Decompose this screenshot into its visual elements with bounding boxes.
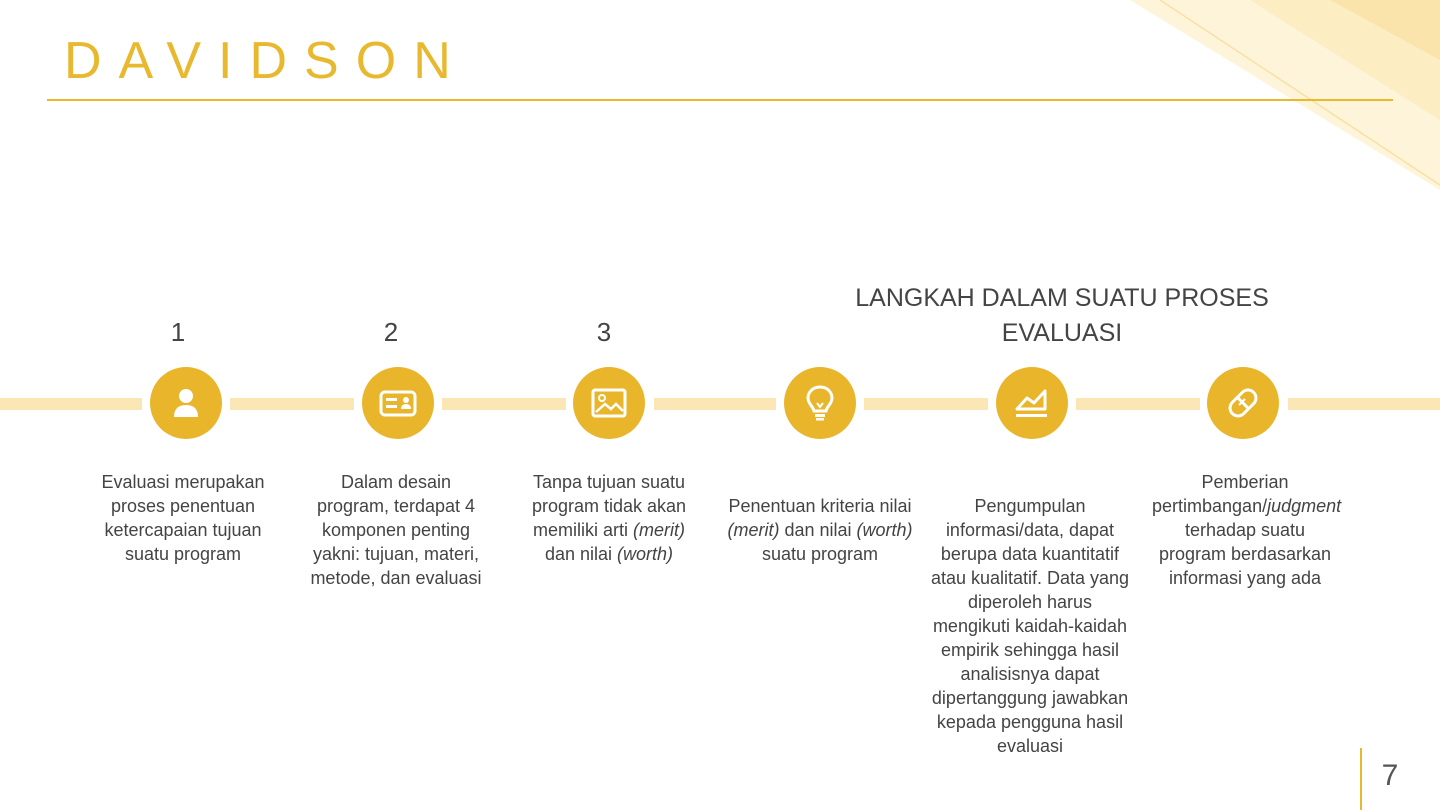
description-text-run: (merit) xyxy=(633,520,685,540)
step-circle-3 xyxy=(573,367,645,439)
step-description-6 xyxy=(1152,470,1342,590)
step-circle-5 xyxy=(996,367,1068,439)
description-text-run: Pengumpulan informasi/data, dapat berupa data kuantitatif atau kualitatif. Data yang diperoleh harus mengikuti kaidah-kaidah empirik sehingga hasil analisisnya dapat dipertanggung jawabkan kepada pengguna hasil evaluasi xyxy=(930,496,1130,756)
description-text-run: Penentuan kriteria nilai xyxy=(728,496,912,516)
description-text-run: Tanpa tujuan suatu program tidak akan memiliki arti xyxy=(531,472,687,540)
step-number-1: 1 xyxy=(170,317,186,347)
step-number-3: 3 xyxy=(596,317,612,347)
step-number-2: 2 xyxy=(383,317,399,347)
description-text-run: Dalam desain program, terdapat 4 komponen penting yakni: tujuan, materi, metode, dan evaluasi xyxy=(310,472,482,588)
description-text-run: suatu program xyxy=(761,544,879,564)
description-text-run: (worth) xyxy=(856,520,913,540)
description-text-run: judgment xyxy=(1267,496,1342,516)
title-underline xyxy=(47,99,1393,101)
step-description-5 xyxy=(930,494,1130,758)
image-icon xyxy=(589,383,629,423)
step-circle-2 xyxy=(362,367,434,439)
lightbulb-icon xyxy=(800,383,840,423)
step-description-4 xyxy=(727,494,913,566)
description-text-run: (merit) xyxy=(727,520,780,540)
slide-title: DAVIDSON xyxy=(64,32,468,90)
page-number-rule xyxy=(1360,748,1362,810)
step-description-1 xyxy=(93,470,273,566)
description-text-run: dan nilai xyxy=(779,520,857,540)
person-icon xyxy=(166,383,206,423)
step-description-2 xyxy=(305,470,487,590)
step-circle-1 xyxy=(150,367,222,439)
capsule-icon xyxy=(1223,383,1263,423)
chart-icon xyxy=(1012,383,1052,423)
step-circle-4 xyxy=(784,367,856,439)
step-circle-6 xyxy=(1207,367,1279,439)
page-number: 7 xyxy=(1381,759,1399,792)
description-text-run: terhadap suatu program berdasarkan informasi yang ada xyxy=(1158,520,1332,588)
id-card-icon xyxy=(378,383,418,423)
slide-subtitle: LANGKAH DALAM SUATU PROSES EVALUASI xyxy=(855,284,1269,347)
description-text-run: Pemberian pertimbangan/ xyxy=(1152,472,1289,516)
description-text-run: (worth) xyxy=(617,544,674,564)
description-text-run: dan nilai xyxy=(544,544,618,564)
description-text-run: Evaluasi merupakan proses penentuan ketercapaian tujuan suatu program xyxy=(101,472,265,564)
step-description-3 xyxy=(520,470,698,566)
